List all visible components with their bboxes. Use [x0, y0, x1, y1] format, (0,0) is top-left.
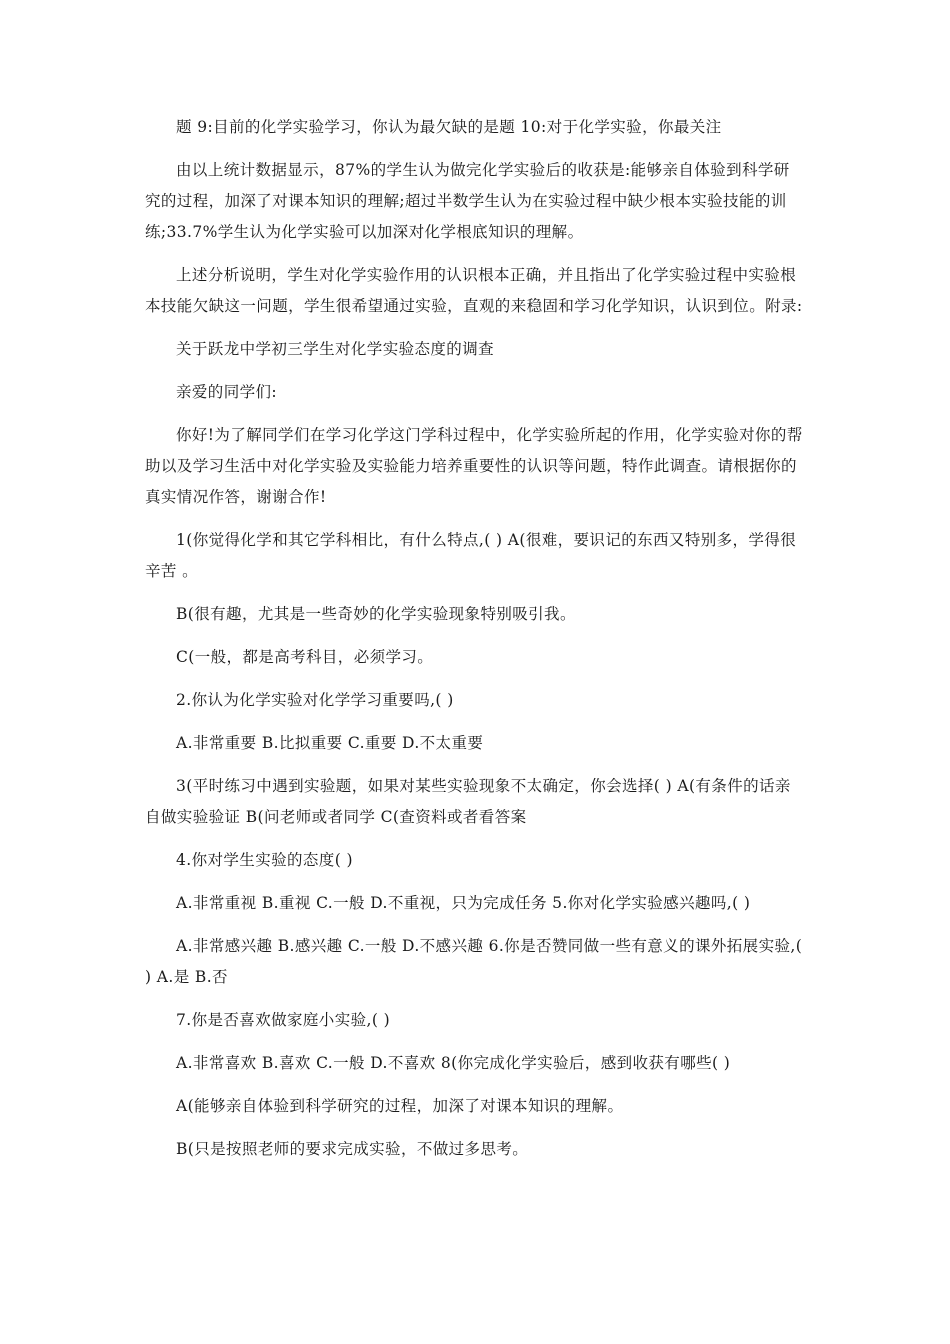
question-4: 4.你对学生实验的态度( )	[176, 851, 353, 869]
question-1-option-c: C(一般，都是高考科目，必须学习。	[176, 648, 434, 666]
question-7-options-question-8: A.非常喜欢 B.喜欢 C.一般 D.不喜欢 8(你完成化学实验后，感到收获有哪些( )	[176, 1054, 731, 1072]
paragraph-analysis: 上述分析说明，学生对化学实验作用的认识根本正确，并且指出了化学实验过程中实验根本技能欠缺这一问题，学生很希望通过实验，直观的来稳固和学习化学知识，认识到位。附录:	[145, 266, 803, 315]
question-8-option-b: B(只是按照老师的要求完成实验，不做过多思考。	[176, 1140, 529, 1158]
question-5-options-question-6: A.非常感兴趣 B.感兴趣 C.一般 D.不感兴趣 6.你是否赞同做一些有意义的课外拓展实验,( ) A.是 B.否	[145, 937, 803, 986]
question-1-option-b: B(很有趣，尤其是一些奇妙的化学实验现象特别吸引我。	[176, 605, 576, 623]
question-7: 7.你是否喜欢做家庭小实验,( )	[176, 1011, 391, 1029]
document-body	[145, 112, 805, 1177]
question-2: 2.你认为化学实验对化学学习重要吗,( )	[176, 691, 454, 709]
question-2-options: A.非常重要 B.比拟重要 C.重要 D.不太重要	[176, 734, 484, 752]
survey-greeting: 亲爱的同学们:	[176, 383, 278, 401]
paragraph-statistics: 由以上统计数据显示，87%的学生认为做完化学实验后的收获是:能够亲自体验到科学研究的过程，加深了对课本知识的理解;超过半数学生认为在实验过程中缺少根本实验技能的训练;33.7%学生认为化学实验可以加深对化学根底知识的理解。	[145, 161, 790, 241]
question-4-options-question-5: A.非常重视 B.重视 C.一般 D.不重视，只为完成任务 5.你对化学实验感兴趣吗,( )	[176, 894, 751, 912]
question-3: 3(平时练习中遇到实验题，如果对某些实验现象不太确定，你会选择( ) A(有条件的话亲自做实验验证 B(问老师或者同学 C(查资料或者看答案	[145, 777, 791, 826]
question-8-option-a: A(能够亲自体验到科学研究的过程，加深了对课本知识的理解。	[176, 1097, 624, 1115]
survey-title: 关于跃龙中学初三学生对化学实验态度的调查	[176, 340, 495, 358]
paragraph-q9-q10: 题 9:目前的化学实验学习，你认为最欠缺的是题 10:对于化学实验，你最关注	[176, 118, 722, 136]
question-1: 1(你觉得化学和其它学科相比，有什么特点,( ) A(很难，要识记的东西又特别多，学得很辛苦 。	[145, 531, 797, 580]
survey-intro: 你好!为了解同学们在学习化学这门学科过程中，化学实验所起的作用，化学实验对你的帮助以及学习生活中对化学实验及实验能力培养重要性的认识等问题，特作此调查。请根据你的真实情况作答，谢谢合作!	[145, 426, 803, 506]
